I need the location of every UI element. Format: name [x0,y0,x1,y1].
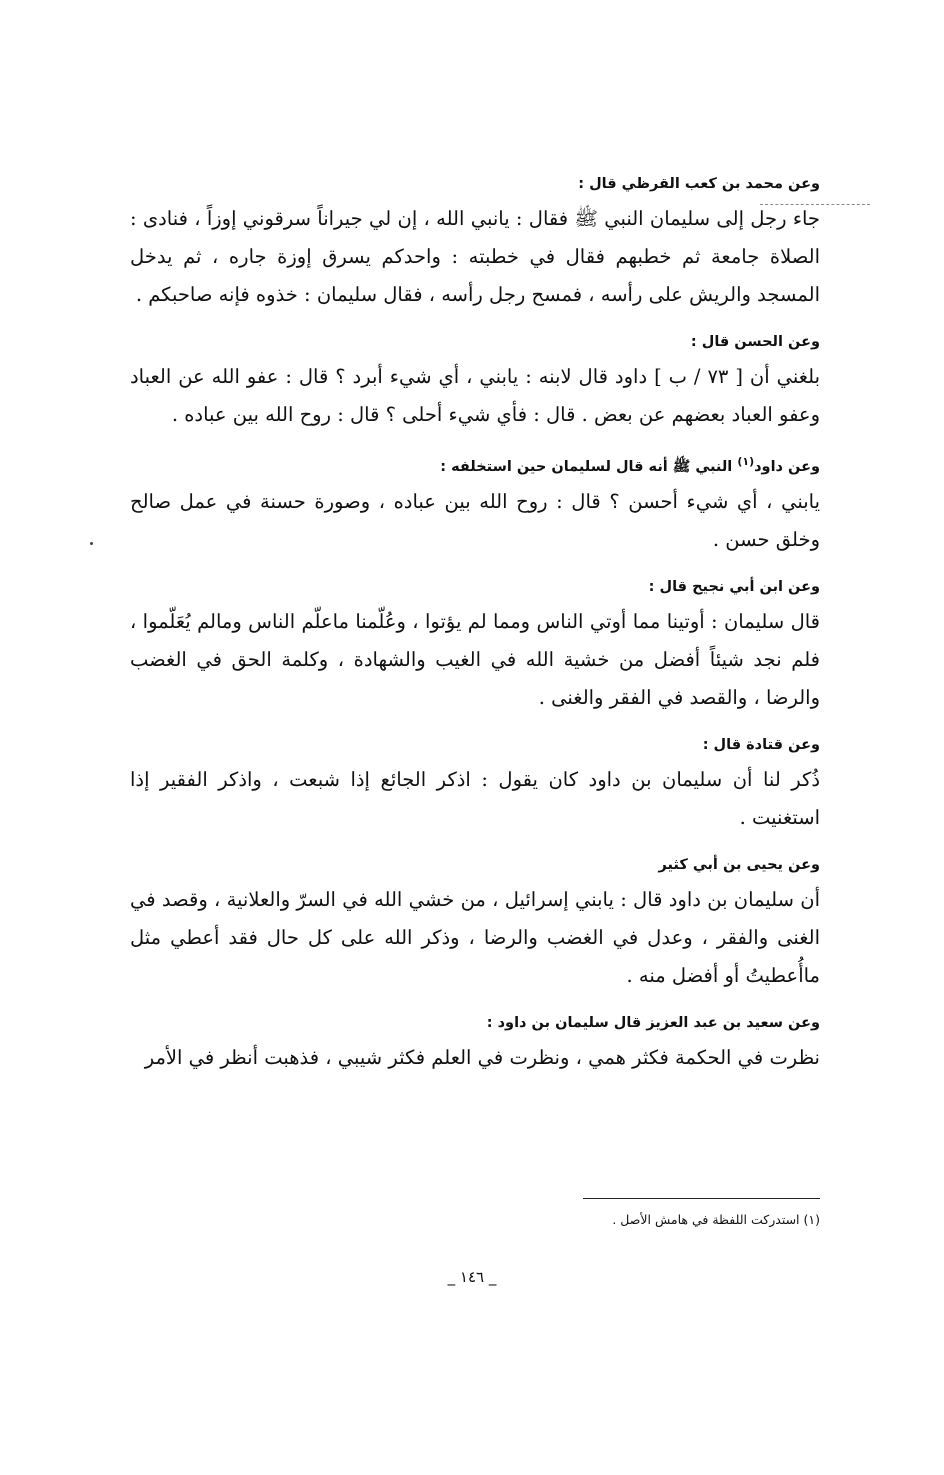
footnote-marker: (١) [737,455,755,468]
section-qatada [130,729,820,837]
section-text: جاء رجل إلى سليمان النبي ﷺ فقال : يانبي الله ، إن لي جيراناً سرقوني إوزاً ، فنادى : الصلاة جامعة ثم خطبهم فقال في خطبته : واحدكم يسرق إوزة جاره ، ثم يدخل المسجد والريش على رأسه ، فمسح رجل رأسه ، فقال سليمان : خذوه فإنه صاحبكم . [130,207,820,306]
heading-part: وعن داود [754,458,820,475]
section-ibn-abi-najih [130,571,820,717]
section-text: أن سليمان بن داود قال : يابني إسرائيل ، من خشي الله في السرّ والعلانية ، وقصد في الغنى والفقر ، وعدل في الغضب والرضا ، وذكر الله على كل حال فقد أعطي مثل ماأُعطيتُ أو أفضل منه . [130,887,820,987]
section-heading: وعن محمد بن كعب القرظي قال : [578,176,820,192]
footnote: (١) استدركت اللفظة في هامش الأصل . [612,1212,820,1227]
section-kaab [130,168,820,314]
section-text: يابني ، أي شيء أحسن ؟ قال : روح الله بين عباده ، وصورة حسنة في عمل صالح وخلق حسن . [130,489,820,551]
section-dawud [130,446,820,559]
section-heading: وعن ابن أبي نجيح قال : [648,578,820,595]
page-number: _ ١٤٦ _ [447,1268,497,1286]
page-content [130,168,820,1089]
section-text: قال سليمان : أوتينا مما أوتي الناس ومما لم يؤتوا ، وعُلّمنا ماعلّم الناس ومالم يُعَلّموا ، فلم نجد شيئاً أفضل من خشية الله في الغيب والشهادة ، وكلمة الحق في الغضب والرضا ، والقصد في الفقر والغنى . [130,609,820,709]
heading-part: النبي ﷺ أنه قال لسليمان حين استخلفه : [440,458,738,475]
section-said [130,1007,820,1077]
section-text: بلغني أن [ ٧٣ / ب ] داود قال لابنه : يابني ، أي شيء أبرد ؟ قال : عفو الله عن العباد وعفو العباد بعضهم عن بعض . قال : فأي شيء أحلى ؟ قال : روح الله بين عباده . [130,365,820,426]
margin-dot [90,542,93,545]
section-hasan [130,326,820,434]
section-heading: وعن الحسن قال : [690,334,820,350]
section-heading: وعن يحيى بن أبي كثير [658,856,820,873]
section-heading: وعن سعيد بن عبد العزيز قال سليمان بن داود : [486,1014,820,1031]
section-text: نظرت في الحكمة فكثر همي ، ونظرت في العلم فكثر شيبي ، فذهبت أنظر في الأمر [144,1045,820,1069]
section-heading [130,446,820,483]
section-text: ذُكر لنا أن سليمان بن داود كان يقول : اذكر الجائع إذا شبعت ، واذكر الفقير إذا استغنيت . [130,767,820,829]
section-heading: وعن قتادة قال : [702,736,820,753]
section-yahya [130,849,820,995]
footnote-divider [583,1198,820,1199]
